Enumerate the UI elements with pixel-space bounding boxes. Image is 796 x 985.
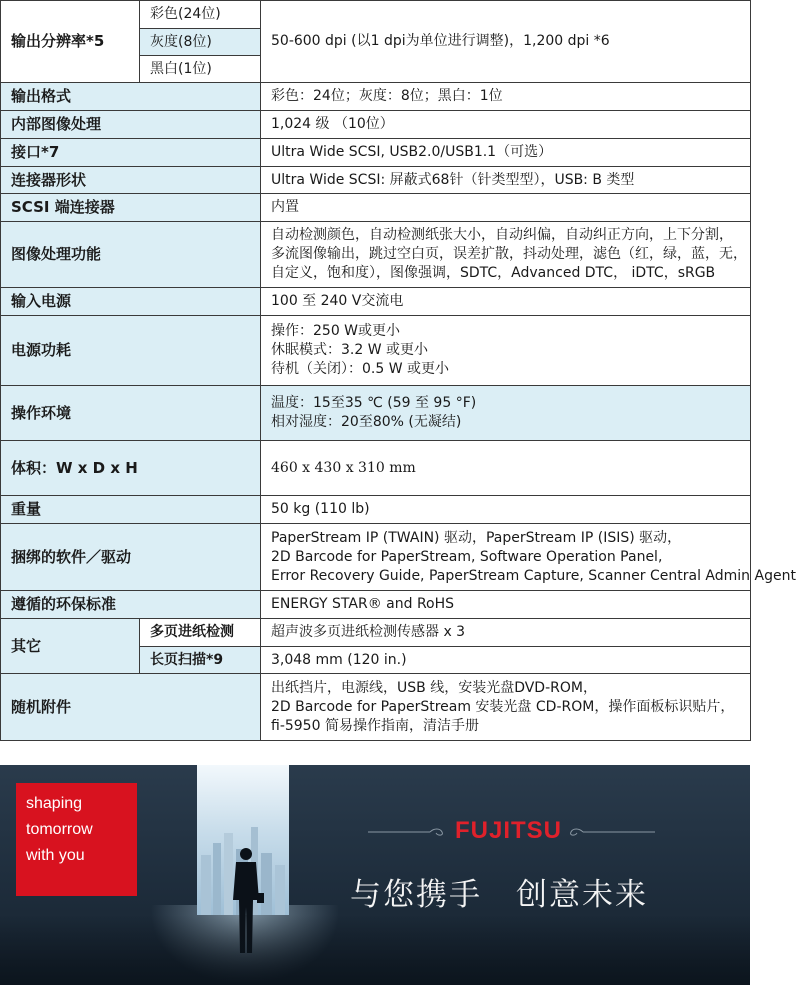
image-functions-line: 自定义，饱和度），图像强调，SDTC，Advanced DTC， iDTC，sRGB [271,265,716,281]
scsi-terminator-value: 内置 [261,194,751,222]
internal-processing-value: 1,024 级 （10位） [261,111,751,139]
accessories-value [261,674,751,741]
environment-line: 相对湿度：20至80% (无凝结) [271,414,462,430]
resolution-bw: 黑白(1位) [140,56,261,83]
slogan [350,869,648,914]
weight-value: 50 kg (110 lb) [261,496,751,524]
others-label: 其它 [1,619,140,674]
section-gap [0,743,750,765]
left-swirl-icon [368,827,448,837]
slogan-part-2: 创意未来 [516,877,648,913]
floor-shadow [0,915,750,985]
resolution-value: 50-600 dpi (以1 dpi为单位进行调整)，1,200 dpi *6 [261,1,751,83]
output-format-value: 彩色：24位；灰度：8位；黑白：1位 [261,83,751,111]
resolution-label: 输出分辨率*5 [1,1,140,83]
multifeed-value: 超声波多页进纸检测传感器 x 3 [261,619,751,647]
software-line: PaperStream IP (TWAIN) 驱动，PaperStream IP (ISIS) 驱动， [271,529,682,546]
scsi-terminator-label: SCSI 端连接器 [1,194,261,222]
software-value [261,524,796,591]
power-input-value: 100 至 240 V交流电 [261,288,751,316]
tagline-line: with you [26,847,85,864]
brand-banner [0,765,750,985]
power-consumption-line: 操作：250 W或更小 [271,323,401,339]
power-consumption-line: 待机（关闭）：0.5 W 或更小 [271,361,450,377]
software-label: 捆绑的软件／驱动 [1,524,261,591]
accessories-line: fi-5950 简易操作指南，清洁手册 [271,717,479,734]
slogan-part-1: 与您携手 [350,877,482,913]
environment-value [261,386,751,441]
software-line: Error Recovery Guide, PaperStream Capture, Scanner Central Admin Agent [271,567,796,584]
weight-label: 重量 [1,496,261,524]
tagline-line: tomorrow [26,821,93,838]
environmental-standards-value: ENERGY STAR® and RoHS [261,591,751,619]
image-functions-label: 图像处理功能 [1,222,261,288]
dimensions-label: 体积：W x D x H [1,441,261,496]
long-scan-label: 长页扫描*9 [140,647,261,674]
tagline-line: shaping [26,795,83,812]
accessories-line: 出纸挡片，电源线，USB 线，安装光盘DVD-ROM， [271,679,597,696]
connector-label: 连接器形状 [1,167,261,194]
environmental-standards-label: 遵循的环保标准 [1,591,261,619]
long-scan-value: 3,048 mm (120 in.) [261,647,751,674]
image-functions-value [261,222,751,288]
interface-label: 接口*7 [1,139,261,167]
tagline-box [16,783,137,896]
resolution-gray: 灰度(8位) [140,29,261,56]
software-line: 2D Barcode for PaperStream, Software Operation Panel, [271,548,663,565]
multifeed-label: 多页进纸检测 [140,619,261,647]
fujitsu-logo: FUJITSU [455,817,563,844]
resolution-color: 彩色(24位) [140,1,261,29]
power-input-label: 输入电源 [1,288,261,316]
power-consumption-value [261,316,751,386]
right-swirl-icon [565,827,655,837]
connector-value: Ultra Wide SCSI: 屏蔽式68针（针类型型），USB: B 类型 [261,167,751,194]
accessories-line: 2D Barcode for PaperStream 安装光盘 CD-ROM，操作面板标识贴片， [271,698,735,715]
environment-line: 温度：15至35 ℃ (59 至 95 °F) [271,395,477,411]
interface-value: Ultra Wide SCSI, USB2.0/USB1.1（可选） [261,139,751,167]
internal-processing-label: 内部图像处理 [1,111,261,139]
image-functions-line: 多流图像输出，跳过空白页，误差扩散，抖动处理，滤色（红，绿，蓝，无， [271,246,747,262]
environment-label: 操作环境 [1,386,261,441]
output-format-label: 输出格式 [1,83,261,111]
power-consumption-label: 电源功耗 [1,316,261,386]
dimensions-value: 460 x 430 x 310 mm [261,441,751,496]
power-consumption-line: 休眠模式：3.2 W 或更小 [271,342,429,358]
image-functions-line: 自动检测颜色，自动检测纸张大小，自动纠偏，自动纠正方向，上下分割， [271,227,733,243]
accessories-label: 随机附件 [1,674,261,741]
